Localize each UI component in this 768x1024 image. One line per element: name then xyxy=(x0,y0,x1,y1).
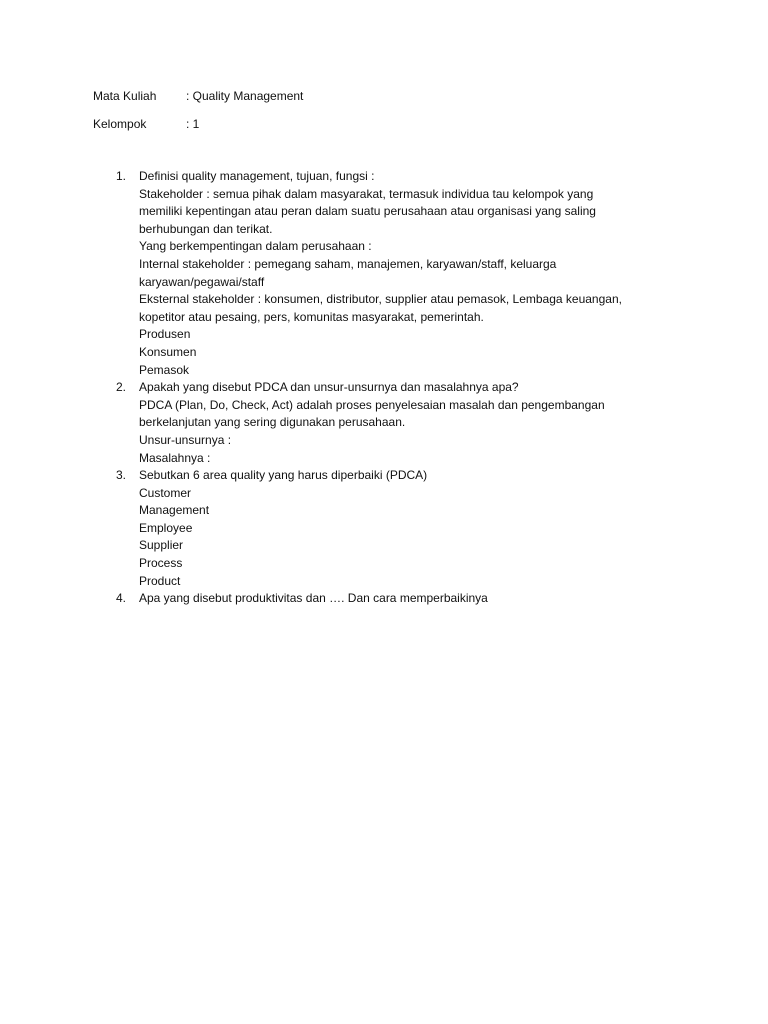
text-line: berkelanjutan yang sering digunakan perusahaan. xyxy=(139,415,406,430)
text-line: Internal stakeholder : pemegang saham, manajemen, karyawan/staff, keluarga xyxy=(139,256,557,271)
group-label: Kelompok xyxy=(93,117,147,131)
list-item xyxy=(116,467,676,590)
group-value: : 1 xyxy=(186,117,200,131)
text-line: karyawan/pegawai/staff xyxy=(139,274,265,289)
list-item xyxy=(116,590,676,608)
text-line: berhubungan dan terikat. xyxy=(139,221,273,236)
text-line: kopetitor atau pesaing, pers, komunitas masyarakat, pemerintah. xyxy=(139,309,484,324)
text-line: Supplier xyxy=(139,538,184,553)
text-line: Yang berkempentingan dalam perusahaan : xyxy=(139,239,372,254)
list-item-number: 3. xyxy=(116,468,127,483)
text-line: Unsur-unsurnya : xyxy=(139,432,232,447)
question-list xyxy=(116,168,676,608)
text-line: Definisi quality management, tujuan, fungsi : xyxy=(139,169,375,183)
text-line: Customer xyxy=(139,485,192,500)
list-item-body xyxy=(139,590,676,608)
text-line: memiliki kepentingan atau peran dalam suatu perusahaan atau organisasi yang saling xyxy=(139,204,596,219)
text-line: Employee xyxy=(139,520,193,535)
text-line: Stakeholder : semua pihak dalam masyarakat, termasuk individua tau kelompok yang xyxy=(139,186,594,201)
text-line: Apa yang disebut produktivitas dan …. Dan cara memperbaikinya xyxy=(139,591,488,606)
text-line: Management xyxy=(139,503,210,518)
course-label: Mata Kuliah xyxy=(93,89,157,103)
text-line: Produsen xyxy=(139,327,191,342)
list-item-number: 2. xyxy=(116,380,127,395)
list-item-body xyxy=(139,467,676,590)
text-line: Sebutkan 6 area quality yang harus diperbaiki (PDCA) xyxy=(139,468,428,483)
text-line: Pemasok xyxy=(139,362,190,377)
text-line: Apakah yang disebut PDCA dan unsur-unsurnya dan masalahnya apa? xyxy=(139,380,519,395)
list-item xyxy=(116,168,676,379)
list-item-number: 1. xyxy=(116,169,127,183)
text-line: Konsumen xyxy=(139,344,197,359)
list-item-number: 4. xyxy=(116,591,127,606)
text-line: Eksternal stakeholder : konsumen, distributor, supplier atau pemasok, Lembaga keuangan, xyxy=(139,292,622,307)
list-item xyxy=(116,379,676,467)
list-item-body xyxy=(139,379,676,467)
text-line: PDCA (Plan, Do, Check, Act) adalah proses penyelesaian masalah dan pengembangan xyxy=(139,397,605,412)
text-line: Product xyxy=(139,573,181,588)
text-line: Process xyxy=(139,556,183,571)
text-line: Masalahnya : xyxy=(139,450,211,465)
list-item-body xyxy=(139,168,676,379)
course-value: : Quality Management xyxy=(186,89,304,103)
